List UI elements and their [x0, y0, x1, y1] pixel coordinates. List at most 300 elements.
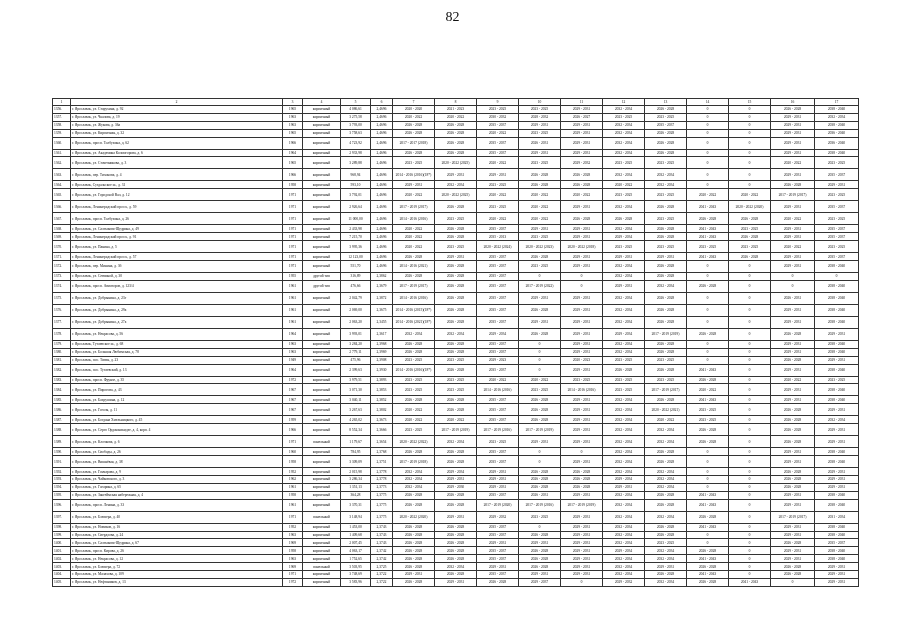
- table-cell: 2023 - 2025: [603, 189, 645, 201]
- row-number-cell: 1373.: [53, 273, 71, 281]
- table-cell: 2,4696: [371, 253, 393, 261]
- address-cell: г. Ярославль, Ленинградский просп., д. 91: [71, 233, 283, 241]
- table-cell: 2038 - 2040: [815, 448, 859, 456]
- table-cell: 2029 - 2031: [561, 416, 603, 424]
- row-number-cell: 1378.: [53, 328, 71, 340]
- table-cell: 2020 - 2022: [477, 189, 519, 201]
- table-cell: 2026 - 2028: [771, 563, 815, 571]
- table-cell: 1966: [283, 137, 303, 149]
- address-cell: г. Ярославль, ул. Гоголя, д. 11: [71, 404, 283, 416]
- table-cell: 2,3675: [371, 304, 393, 316]
- table-cell: 2029 - 2031: [771, 316, 815, 328]
- table-cell: 2029 - 2031: [477, 483, 519, 491]
- table-cell: 2029 - 2031: [561, 225, 603, 233]
- row-number-cell: 1376.: [53, 304, 71, 316]
- table-cell: 2029 - 2031: [771, 261, 815, 273]
- table-cell: 0: [729, 436, 771, 448]
- table-cell: 2020 - 2020: [393, 106, 435, 114]
- table-cell: 2,3673: [371, 416, 393, 424]
- table-cell: 2026 - 2028: [561, 476, 603, 484]
- table-cell: 2026 - 2028: [435, 396, 477, 404]
- address-cell: г. Ярославль, ул. Стачечникова, д. 3: [71, 157, 283, 169]
- table-cell: 2029 - 2031: [815, 328, 859, 340]
- table-cell: 2029 - 2031: [771, 129, 815, 137]
- table-cell: 2029 - 2031: [561, 531, 603, 539]
- table-cell: 0: [729, 261, 771, 273]
- table-cell: 2026 - 2028: [393, 129, 435, 137]
- table-cell: 2032 - 2034: [603, 225, 645, 233]
- table-cell: 2029 - 2031: [815, 436, 859, 448]
- table-cell: 2023 - 2025: [603, 356, 645, 364]
- table-cell: 2,3778: [371, 476, 393, 484]
- table-cell: 476,66: [341, 280, 371, 292]
- column-header: 2: [71, 99, 283, 106]
- table-cell: 2 933,98: [341, 149, 371, 157]
- table-cell: 2026 - 2028: [645, 201, 687, 213]
- table-cell: 2035 - 2037: [477, 316, 519, 328]
- header-row: [53, 99, 859, 106]
- table-cell: 1971: [283, 233, 303, 241]
- table-cell: 2020 - 2022 (2020): [393, 511, 435, 523]
- table-cell: 2038 - 2040: [815, 547, 859, 555]
- table-cell: 0: [687, 149, 729, 157]
- column-header: 14: [687, 99, 729, 106]
- table-cell: 2026 - 2028: [771, 404, 815, 416]
- table-cell: 2032 - 2034: [603, 563, 645, 571]
- table-cell: 2035 - 2037: [477, 121, 519, 129]
- table-cell: 0: [687, 181, 729, 189]
- table-cell: 2026 - 2028: [687, 328, 729, 340]
- table-cell: 2041 - 2043: [687, 233, 729, 241]
- table-cell: 2020 - 2022: [393, 189, 435, 201]
- table-cell: 2038 - 2040: [815, 340, 859, 348]
- table-cell: 2029 - 2031: [815, 563, 859, 571]
- table-cell: 2029 - 2031: [815, 468, 859, 476]
- table-cell: 2023 - 2025: [603, 384, 645, 396]
- table-cell: 2032 - 2034: [603, 340, 645, 348]
- table-cell: 4 723,92: [341, 137, 371, 149]
- table-cell: 2026 - 2028: [519, 253, 561, 261]
- table-cell: 2032 - 2034: [603, 436, 645, 448]
- table-cell: 2032 - 2034: [645, 511, 687, 523]
- table-cell: 2023 - 2025: [477, 436, 519, 448]
- table-cell: 1961: [283, 292, 303, 304]
- table-cell: 0: [729, 129, 771, 137]
- table-cell: 2017 - 2019 (2022): [519, 280, 561, 292]
- table-cell: 2026 - 2031: [519, 137, 561, 149]
- table-cell: 2026 - 2028: [435, 571, 477, 579]
- table-cell: кирпичный: [303, 169, 341, 181]
- table-cell: 0: [729, 121, 771, 129]
- table-cell: 0: [687, 468, 729, 476]
- table-cell: 2029 - 2034: [603, 476, 645, 484]
- table-cell: 2020 - 2022: [393, 225, 435, 233]
- table-cell: 0: [519, 348, 561, 356]
- table-cell: 0: [687, 340, 729, 348]
- table-cell: 2023 - 2025: [393, 157, 435, 169]
- table-cell: 1960: [283, 448, 303, 456]
- table-cell: 2026 - 2028: [645, 292, 687, 304]
- table-row: [53, 233, 859, 241]
- table-cell: 0: [729, 384, 771, 396]
- table-cell: 3 793,00: [341, 121, 371, 129]
- table-cell: 2032 - 2034: [393, 328, 435, 340]
- row-number-cell: 1380.: [53, 348, 71, 356]
- table-cell: 2014 - 2016 (2021)(18*): [393, 316, 435, 328]
- table-cell: 2038 - 2040: [815, 384, 859, 396]
- table-cell: 2029 - 2031: [771, 149, 815, 157]
- table-cell: 2017 - 2019 (2017): [771, 511, 815, 523]
- table-cell: 0: [561, 273, 603, 281]
- table-cell: 2032 - 2034: [603, 491, 645, 499]
- table-row: [53, 356, 859, 364]
- table-cell: 2032 - 2034: [815, 113, 859, 121]
- table-cell: 2032 - 2034: [603, 416, 645, 424]
- table-cell: 2029 - 2031: [815, 476, 859, 484]
- table-cell: 2026 - 2028: [435, 340, 477, 348]
- table-cell: 2041 - 2043: [687, 364, 729, 376]
- table-cell: 1955: [283, 273, 303, 281]
- table-cell: 2026 - 2028: [561, 213, 603, 225]
- table-cell: 2029 - 2032: [561, 157, 603, 169]
- table-cell: 2026 - 2028: [645, 348, 687, 356]
- address-cell: г. Ярославль, ул. Гагарина, д. 65: [71, 483, 283, 491]
- table-cell: 1 453,00: [341, 523, 371, 531]
- table-cell: 1971: [283, 201, 303, 213]
- table-cell: 0: [687, 292, 729, 304]
- table-cell: 2017 - 2017 (2018): [393, 137, 435, 149]
- table-cell: 2020 - 2022: [519, 213, 561, 225]
- table-cell: 2 063,20: [341, 316, 371, 328]
- table-cell: 2029 - 2031: [771, 547, 815, 555]
- table-cell: 968,94: [341, 169, 371, 181]
- table-row: [53, 578, 859, 586]
- table-cell: 0: [687, 169, 729, 181]
- table-row: [53, 376, 859, 384]
- table-cell: кирпичный: [303, 137, 341, 149]
- table-cell: 1958: [283, 547, 303, 555]
- table-cell: 2032 - 2034: [603, 539, 645, 547]
- table-cell: 2041 - 2043: [687, 201, 729, 213]
- table-cell: 2026 - 2028: [561, 483, 603, 491]
- table-cell: 2026 - 2028: [435, 273, 477, 281]
- table-cell: 2029 - 2031: [771, 364, 815, 376]
- table-cell: 0: [729, 113, 771, 121]
- table-cell: 2038 - 2040: [815, 149, 859, 157]
- table-cell: 2026 - 2028: [687, 578, 729, 586]
- table-cell: 2026 - 2028: [435, 261, 477, 273]
- table-cell: 8 552,34: [341, 424, 371, 436]
- table-cell: 2026 - 2028: [687, 376, 729, 384]
- row-number-cell: 1360.: [53, 137, 71, 149]
- column-header: 17: [815, 99, 859, 106]
- table-cell: 2029 - 2031: [477, 476, 519, 484]
- table-cell: 2029 - 2031: [771, 499, 815, 511]
- table-cell: 0: [687, 483, 729, 491]
- table-row: [53, 241, 859, 253]
- table-cell: 2026 - 2028: [519, 416, 561, 424]
- column-header: 6: [371, 99, 393, 106]
- table-row: [53, 261, 859, 273]
- table-cell: 2026 - 2028: [393, 578, 435, 586]
- table-cell: 2026 - 2028: [645, 571, 687, 579]
- table-cell: 2023 - 2025: [645, 376, 687, 384]
- table-cell: 2023 - 2025: [519, 129, 561, 137]
- table-cell: 2026 - 2028: [645, 531, 687, 539]
- table-row: [53, 511, 859, 523]
- table-cell: 2026 - 2028: [435, 364, 477, 376]
- address-cell: г. Ярославль, ул. Гончарова, д. 9: [71, 468, 283, 476]
- table-cell: 2017 - 2019 (2018): [393, 456, 435, 468]
- table-cell: 2029 - 2031: [561, 121, 603, 129]
- table-cell: 0: [687, 113, 729, 121]
- table-cell: 1961: [283, 316, 303, 328]
- table-cell: 12 123,00: [341, 253, 371, 261]
- table-cell: 2029 - 2031: [815, 424, 859, 436]
- table-cell: 2038 - 2040: [815, 261, 859, 273]
- table-cell: 2029 - 2031: [561, 424, 603, 436]
- table-cell: кирпичный: [303, 113, 341, 121]
- table-cell: 2032 - 2034: [393, 468, 435, 476]
- table-cell: 2026 - 2028: [771, 181, 815, 189]
- table-cell: 2035 - 2037: [477, 225, 519, 233]
- table-cell: кирпичный: [303, 523, 341, 531]
- table-cell: 2029 - 2031: [519, 539, 561, 547]
- table-cell: 4 265,02: [341, 416, 371, 424]
- table-cell: 2,4696: [371, 233, 393, 241]
- table-cell: 2023 - 2025: [519, 261, 561, 273]
- table-cell: 3 289,88: [341, 157, 371, 169]
- table-cell: 2035 - 2037: [477, 396, 519, 404]
- table-cell: 2026 - 2028: [435, 404, 477, 416]
- table-cell: 2023 - 2025: [729, 225, 771, 233]
- table-cell: 2029 - 2031: [561, 316, 603, 328]
- table-cell: 2 015,98: [341, 468, 371, 476]
- table-cell: 2029 - 2031: [561, 304, 603, 316]
- table-cell: 3 792,01: [341, 189, 371, 201]
- table-cell: 2026 - 2028: [771, 106, 815, 114]
- table-cell: 1963: [283, 121, 303, 129]
- table-cell: 2023 - 2025: [393, 384, 435, 396]
- table-cell: 2020 - 2022 (2022): [393, 436, 435, 448]
- table-cell: 2029 - 2031: [771, 348, 815, 356]
- table-cell: 2035 - 2037: [477, 261, 519, 273]
- table-cell: 2026 - 2028: [645, 225, 687, 233]
- column-header: 4: [303, 99, 341, 106]
- table-cell: 2029 - 2031: [771, 396, 815, 404]
- table-cell: 2041 - 2043: [687, 491, 729, 499]
- table-cell: 2032 - 2034: [435, 436, 477, 448]
- table-cell: 0: [687, 137, 729, 149]
- table-cell: 2038 - 2040: [815, 316, 859, 328]
- table-row: [53, 340, 859, 348]
- table-cell: 1971: [283, 261, 303, 273]
- table-cell: 0: [729, 181, 771, 189]
- table-cell: 2029 - 2031: [771, 137, 815, 149]
- table-cell: 2026 - 2028: [771, 416, 815, 424]
- row-number-cell: 1374.: [53, 280, 71, 292]
- table-cell: 2,3852: [371, 396, 393, 404]
- table-cell: 2032 - 2034: [645, 547, 687, 555]
- row-number-cell: 1387.: [53, 416, 71, 424]
- table-cell: 0: [729, 376, 771, 384]
- table-cell: панельный: [303, 511, 341, 523]
- table-row: [53, 483, 859, 491]
- table-cell: 2026 - 2028: [519, 476, 561, 484]
- table-cell: 2029 - 2031: [645, 563, 687, 571]
- table-cell: 1961: [283, 483, 303, 491]
- table-row: [53, 273, 859, 281]
- table-cell: 2023 - 2025: [435, 241, 477, 253]
- table-cell: 2029 - 2031: [477, 563, 519, 571]
- table-cell: 2029 - 2031: [561, 292, 603, 304]
- table-cell: 2029 - 2031: [771, 225, 815, 233]
- table-cell: 2035 - 2037: [477, 416, 519, 424]
- table-cell: 2026 - 2028: [519, 181, 561, 189]
- table-cell: 2036 - 2040: [815, 129, 859, 137]
- table-cell: 2,4696: [371, 149, 393, 157]
- table-cell: 2014 - 2016 (2016): [477, 384, 519, 396]
- table-cell: 2020 - 2022 (2023): [519, 241, 561, 253]
- table-cell: 2,3743: [371, 531, 393, 539]
- table-cell: 2023 - 2025: [645, 189, 687, 201]
- table-cell: 0: [729, 304, 771, 316]
- table-cell: 0: [687, 531, 729, 539]
- table-cell: 2020 - 2022: [393, 113, 435, 121]
- table-cell: кирпичный: [303, 304, 341, 316]
- table-cell: 2020 - 2022 (2024): [477, 241, 519, 253]
- table-cell: 593,10: [341, 181, 371, 189]
- table-cell: 2026 - 2028: [393, 491, 435, 499]
- table-cell: 2035 - 2037: [477, 571, 519, 579]
- table-cell: 2020 - 2022: [393, 416, 435, 424]
- row-number-cell: 1363.: [53, 169, 71, 181]
- table-cell: 2026 - 2028: [393, 121, 435, 129]
- row-number-cell: 1368.: [53, 225, 71, 233]
- table-row: [53, 316, 859, 328]
- table-cell: 0: [729, 404, 771, 416]
- table-cell: 2026 - 2028: [393, 253, 435, 261]
- table-cell: 0: [729, 555, 771, 563]
- table-cell: 2029 - 2031: [477, 468, 519, 476]
- table-cell: 2023 - 2025: [815, 213, 859, 225]
- table-cell: 2029 - 2031: [603, 253, 645, 261]
- table-cell: 784,95: [341, 448, 371, 456]
- table-cell: 2,3455: [371, 316, 393, 328]
- table-cell: 2020 - 2022: [393, 241, 435, 253]
- table-cell: 2035 - 2037: [477, 404, 519, 416]
- table-cell: 2032 - 2034: [603, 106, 645, 114]
- address-cell: г. Ярославль, ул. Вишнёвая, д. 38: [71, 456, 283, 468]
- table-cell: 2032 - 2034: [603, 571, 645, 579]
- address-cell: г. Ярославль, ул. Пирогова, д. 43: [71, 384, 283, 396]
- table-cell: 2026 - 2028: [687, 424, 729, 436]
- table-cell: 0: [561, 280, 603, 292]
- address-cell: г. Ярославль, ул. Жукова, д. 36а: [71, 121, 283, 129]
- table-cell: 2017 - 2019 (2017): [393, 201, 435, 213]
- table-cell: 1971: [283, 213, 303, 225]
- table-cell: 2026 - 2028: [729, 233, 771, 241]
- table-cell: 2023 - 2025: [519, 157, 561, 169]
- table-cell: кирпичный: [303, 316, 341, 328]
- table-cell: 1964: [283, 328, 303, 340]
- table-cell: 0: [729, 499, 771, 511]
- address-cell: г. Ярославль, ул. Малахова, д. 109: [71, 571, 283, 579]
- table-cell: 3 148,94: [341, 511, 371, 523]
- table-cell: 2,3969: [371, 348, 393, 356]
- table-cell: 2029 - 2031: [771, 491, 815, 499]
- table-cell: 2035 - 2037: [477, 280, 519, 292]
- address-cell: г. Ярославль, ул. Закгеймская набережная, д. 4: [71, 491, 283, 499]
- table-cell: 2023 - 2025: [393, 376, 435, 384]
- table-cell: 2026 - 2028: [603, 213, 645, 225]
- table-cell: 0: [729, 356, 771, 364]
- table-cell: 2029 - 2031: [519, 292, 561, 304]
- table-cell: 2032 - 2034: [645, 483, 687, 491]
- table-cell: 2035 - 2037: [815, 539, 859, 547]
- table-cell: 2035 - 2037: [477, 456, 519, 468]
- table-cell: 2023 - 2025: [603, 113, 645, 121]
- table-cell: 2023 - 2025: [477, 106, 519, 114]
- table-cell: 2031 - 2034: [815, 511, 859, 523]
- table-cell: 2026 - 2028: [435, 448, 477, 456]
- table-cell: 2032 - 2034: [603, 531, 645, 539]
- table-cell: 2032 - 2034: [393, 476, 435, 484]
- table-cell: 2041 - 2043: [687, 225, 729, 233]
- table-cell: 2,3743: [371, 523, 393, 531]
- table-cell: 1963: [283, 531, 303, 539]
- table-cell: 2035 - 2037: [477, 137, 519, 149]
- table-cell: 2041 - 2043: [687, 396, 729, 404]
- table-cell: 2026 - 2028: [729, 253, 771, 261]
- address-cell: г. Ярославль, ул. Бахрушина, д. 12: [71, 396, 283, 404]
- table-cell: 2038 - 2040: [815, 121, 859, 129]
- table-cell: 1959: [283, 416, 303, 424]
- table-cell: 2035 - 2037: [477, 149, 519, 157]
- table-cell: 2026 - 2028: [687, 547, 729, 555]
- table-cell: 2029 - 2031: [771, 531, 815, 539]
- table-row: [53, 348, 859, 356]
- table-cell: 2028 - 2032: [519, 113, 561, 121]
- table-row: [53, 539, 859, 547]
- table-row: [53, 189, 859, 201]
- table-cell: 2026 - 2028: [771, 476, 815, 484]
- table-cell: кирпичный: [303, 483, 341, 491]
- table-cell: 2032 - 2034: [603, 137, 645, 149]
- table-cell: 2029 - 2031: [815, 571, 859, 579]
- table-cell: 2026 - 2028: [393, 396, 435, 404]
- table-cell: 2032 - 2034: [603, 424, 645, 436]
- table-cell: 1966: [283, 424, 303, 436]
- table-cell: 2029 - 2031: [815, 356, 859, 364]
- table-cell: 2026 - 2028: [393, 531, 435, 539]
- table-cell: 2026 - 2028: [771, 539, 815, 547]
- table-cell: 3 758,63: [341, 129, 371, 137]
- table-cell: 2023 - 2025: [815, 241, 859, 253]
- table-cell: 2020 - 2022: [771, 241, 815, 253]
- table-header: [53, 99, 859, 106]
- row-number-cell: 1364.: [53, 181, 71, 189]
- table-row: [53, 328, 859, 340]
- page-number: 82: [445, 10, 460, 25]
- table-cell: 2023 - 2025: [603, 376, 645, 384]
- row-number-cell: 1397.: [53, 511, 71, 523]
- table-cell: 0: [729, 424, 771, 436]
- table-cell: 2026 - 2031: [519, 491, 561, 499]
- table-cell: 1963: [283, 340, 303, 348]
- table-cell: 2026 - 2028: [645, 491, 687, 499]
- table-cell: кирпичный: [303, 121, 341, 129]
